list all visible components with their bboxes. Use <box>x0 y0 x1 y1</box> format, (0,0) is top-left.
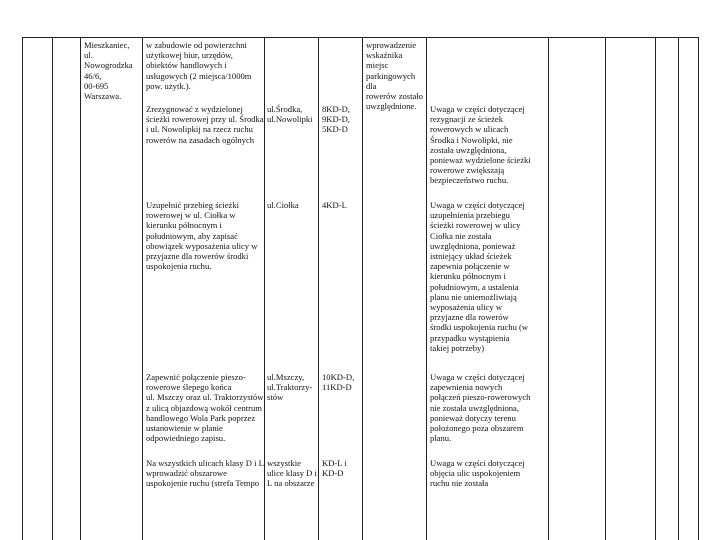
column-border <box>362 37 363 540</box>
streets-cell: ul.Mszczy, ul.Traktorzy- stów <box>267 372 313 403</box>
table-top-border <box>22 37 698 38</box>
street-class-cell: 10KD-D, 11KD-D <box>322 372 355 393</box>
column-border <box>52 37 53 540</box>
content-cell: Zapewnić połączenie pieszo- rowerowe ślepego końca ul. Mszczy oraz ul. Traktorzystów z ulicą objazdową wokół centrum handlowego Wola Park poprzez ustanowienie w planie odpowiedniego zapisu. <box>146 372 264 444</box>
column-border <box>655 37 656 540</box>
column-border <box>548 37 549 540</box>
column-border <box>698 37 699 540</box>
content-cell: Na wszystkich ulicach klasy D i L wprowadzić obszarowe uspokojenie ruchu (strefa Tempo <box>146 458 264 489</box>
resolution-cell: Uwaga w części dotyczącej uzupełnienia przebiegu ścieżki rowerowej w ulicy Ciołka nie została uwzględniona, ponieważ istniejący układ ścieżek zapewnia połączenie w kierunku północnym i południowym, a ustalenia planu nie uniemożliwiają wyposażenia ulicy w przyjazne dla rowerów środki uspokojenia ruchu (w przypadku wystąpienia takiej potrzeby) <box>430 200 529 353</box>
streets-cell: ul.Środka, ul.Nowolipki <box>267 104 313 125</box>
content-cell: Uzupełnić przebieg ścieżki rowerowej w ul. Ciołka w kierunku północnym i południowym, aby zapisać obowiązek wyposażenia ulicy w przyjazne dla rowerów środki uspokojenia ruchu. <box>146 200 258 272</box>
column-border <box>142 37 143 540</box>
streets-cell: wszystkie ulice klasy D i L na obszarze <box>267 458 317 489</box>
resolution-cell: Uwaga w części dotyczącej rezygnacji ze ścieżek rowerowych w ulicach Środka i Nowolipki, nie została uwzględniona, ponieważ wydzielone ścieżki rowerowe zwiększają bezpieczeństwo ruchu. <box>430 104 531 186</box>
content-cell: Zrezygnować z wydzielonej ścieżki rowerowej przy ul. Środka i ul. Nowolipkij na rzecz ruchu rowerów na zasadach ogólnych <box>146 104 264 145</box>
resolution-cell: Uwaga w części dotyczącej zapewnienia nowych połączeń pieszo-rowerowych nie została uwzględniona, ponieważ dotyczy terenu położonego poza obszarem planu. <box>430 372 531 444</box>
author-cell: Mieszkaniec, ul. Nowogrodzka 46/6, 00-695 Warszawa. <box>84 40 133 102</box>
column-border <box>426 37 427 540</box>
column-border <box>678 37 679 540</box>
column-border <box>80 37 81 540</box>
street-class-cell: 4KD-L <box>322 200 347 210</box>
street-class-cell: KD-L i KD-D <box>322 458 347 479</box>
street-class-cell: 8KD-D, 9KD-D, 5KD-D <box>322 104 350 135</box>
column-border <box>605 37 606 540</box>
content-cell: w zabudowie od powierzchni użytkowej biur, urzędów, obiektów handlowych i usługowych (2 miejsca/1000m pow. użytk.). <box>146 40 252 91</box>
resolution-cell: Uwaga w części dotyczącej objęcia ulic uspokojeniem ruchu nie została <box>430 458 525 489</box>
column-border <box>318 37 319 540</box>
streets-cell: ul.Ciołka <box>267 200 299 210</box>
column-border <box>22 37 23 540</box>
remarks-cell: wprowadzenie wskaźnika miejsc parkingowych dla rowerów zostało uwzględnione. <box>366 40 424 112</box>
